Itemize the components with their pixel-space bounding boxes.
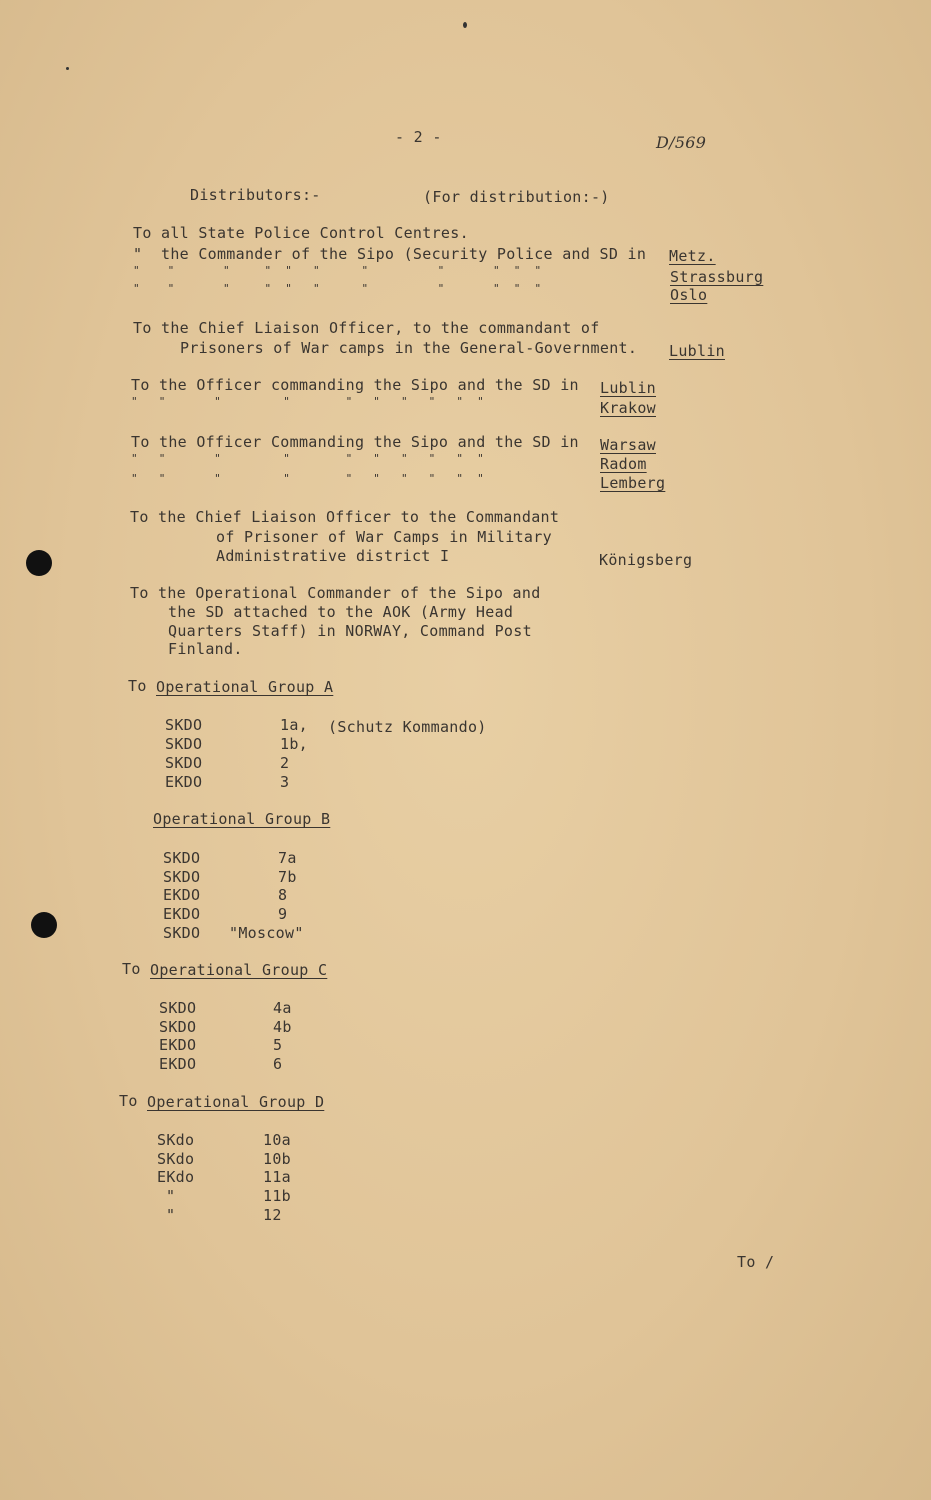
ditto-row: " " " " " " " " " " " <box>133 282 542 295</box>
unit-number: 1b, <box>280 735 308 753</box>
unit-note: (Schutz Kommando) <box>328 718 487 736</box>
block1-line2: " the Commander of the Sipo (Security Police and SD in <box>133 245 647 263</box>
unit-number: 10b <box>263 1150 291 1168</box>
unit-number: 7b <box>278 868 297 886</box>
group-a-prefix: To <box>128 677 147 695</box>
unit-number: 2 <box>280 754 290 772</box>
city-lublin: Lublin <box>600 379 656 397</box>
city-konigsberg: Königsberg <box>599 551 693 569</box>
unit-number: 10a <box>263 1131 291 1149</box>
block3-line1: To the Officer commanding the Sipo and the SD in <box>131 376 579 394</box>
unit-code: EKDO <box>159 1055 197 1073</box>
ditto-row: " " " " " " " " " " <box>131 452 485 465</box>
unit-code: SKdo <box>157 1150 195 1168</box>
group-d-title: Operational Group D <box>147 1093 325 1111</box>
group-a-title: Operational Group A <box>156 678 334 696</box>
unit-code: " <box>166 1206 176 1224</box>
ditto-row: " " " " " " " " " " " <box>133 264 542 277</box>
unit-number: 3 <box>280 773 290 791</box>
unit-code: SKDO <box>165 754 203 772</box>
group-c-title: Operational Group C <box>150 961 328 979</box>
city-lublin: Lublin <box>669 342 725 360</box>
ditto-row: " " " " " " " " " " <box>131 472 485 485</box>
unit-number: 11a <box>263 1168 291 1186</box>
unit-code: SKDO <box>163 924 201 942</box>
block6-line1: To the Operational Commander of the Sipo and <box>130 584 541 602</box>
city-radom: Radom <box>600 455 647 473</box>
block2-line2: Prisoners of War camps in the General-Government. <box>180 339 638 357</box>
punch-hole-top <box>26 550 52 576</box>
unit-code: EKDO <box>163 905 201 923</box>
unit-number: 6 <box>273 1055 283 1073</box>
unit-code: EKDO <box>165 773 203 791</box>
group-b-title: Operational Group B <box>153 810 331 828</box>
block6-line2: the SD attached to the AOK (Army Head <box>168 603 514 621</box>
unit-code: SKdo <box>157 1131 195 1149</box>
punch-hole-bottom <box>31 912 57 938</box>
block4-line1: To the Officer Commanding the Sipo and the SD in <box>131 433 579 451</box>
unit-number: 8 <box>278 886 288 904</box>
city-oslo: Oslo <box>670 286 708 304</box>
unit-number: 12 <box>263 1206 282 1224</box>
unit-number: 7a <box>278 849 297 867</box>
unit-code: " <box>166 1187 176 1205</box>
unit-number: 5 <box>273 1036 283 1054</box>
block5-line2: of Prisoner of War Camps in Military <box>216 528 552 546</box>
unit-code: EKdo <box>157 1168 195 1186</box>
distributors-label: Distributors:- <box>190 186 321 204</box>
ditto-row: " " " " " " " " " " <box>131 395 485 408</box>
unit-code: SKDO <box>165 735 203 753</box>
ink-speck <box>66 67 69 70</box>
unit-number: "Moscow" <box>229 924 304 942</box>
document-reference: D/569 <box>656 133 707 152</box>
unit-number: 4a <box>273 999 292 1017</box>
unit-number: 1a, <box>280 716 308 734</box>
block6-line3: Quarters Staff) in NORWAY, Command Post <box>168 622 532 640</box>
city-metz: Metz. <box>669 247 716 265</box>
unit-code: EKDO <box>159 1036 197 1054</box>
block2-line1: To the Chief Liaison Officer, to the commandant of <box>133 319 600 337</box>
block6-line4: Finland. <box>168 640 243 658</box>
continuation-note: To / <box>737 1253 775 1271</box>
group-d-prefix: To <box>119 1092 138 1110</box>
unit-number: 11b <box>263 1187 291 1205</box>
unit-code: SKDO <box>163 868 201 886</box>
unit-code: SKDO <box>159 1018 197 1036</box>
unit-number: 9 <box>278 905 288 923</box>
unit-code: EKDO <box>163 886 201 904</box>
city-krakow: Krakow <box>600 399 656 417</box>
unit-code: SKDO <box>159 999 197 1017</box>
page-number: - 2 - <box>395 128 442 146</box>
unit-code: SKDO <box>163 849 201 867</box>
city-lemberg: Lemberg <box>600 474 666 492</box>
unit-number: 4b <box>273 1018 292 1036</box>
block1-line1: To all State Police Control Centres. <box>133 224 469 242</box>
group-c-prefix: To <box>122 960 141 978</box>
city-strassburg: Strassburg <box>670 268 764 286</box>
block5-line3: Administrative district I <box>216 547 450 565</box>
distribution-note: (For distribution:-) <box>423 188 610 206</box>
block5-line1: To the Chief Liaison Officer to the Commandant <box>130 508 560 526</box>
city-warsaw: Warsaw <box>600 436 656 454</box>
unit-code: SKDO <box>165 716 203 734</box>
ink-speck <box>463 22 467 28</box>
